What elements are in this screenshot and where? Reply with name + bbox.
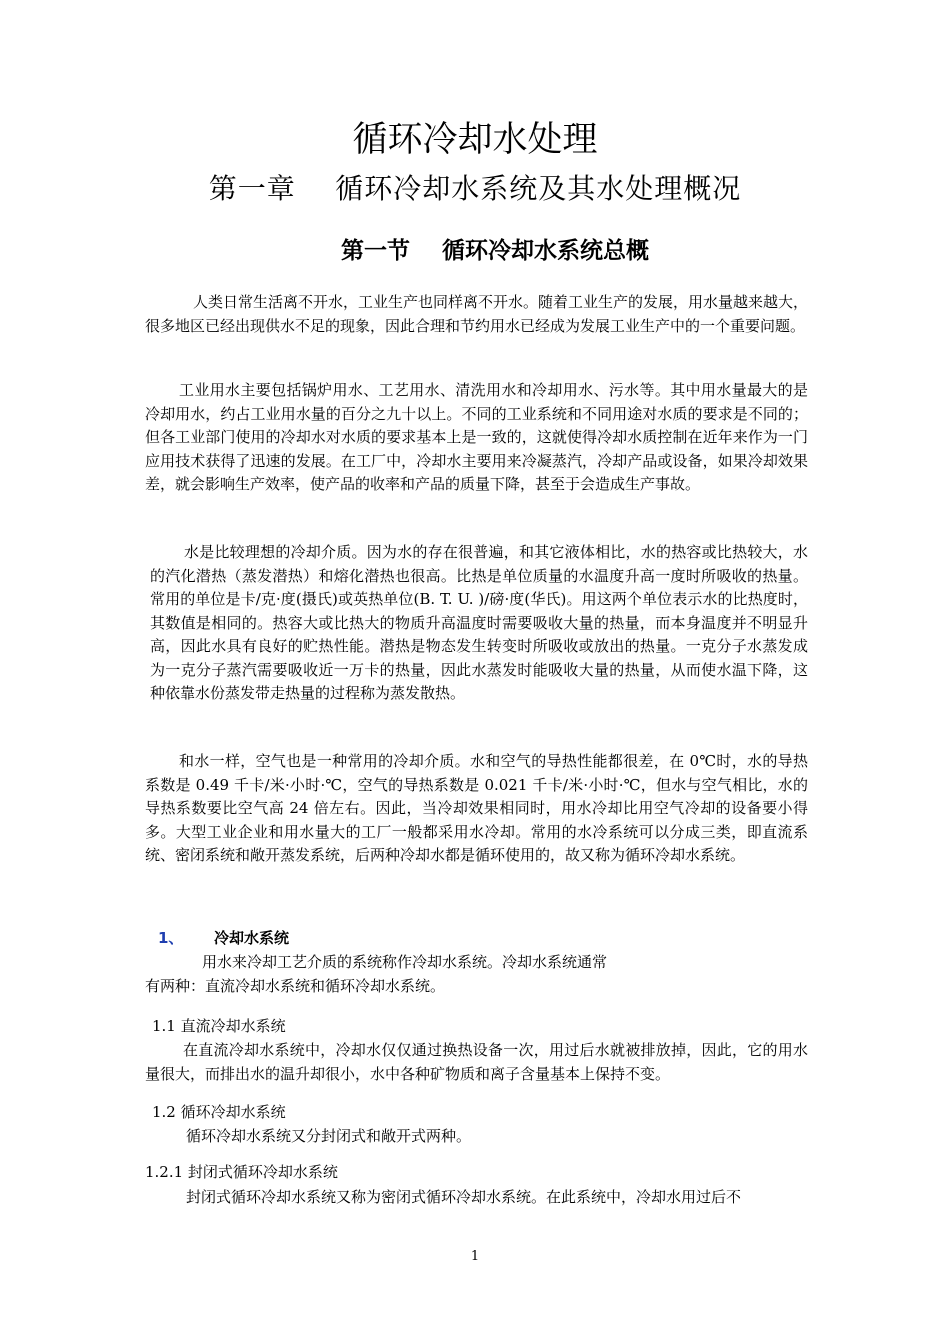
paragraph-2: 工业用水主要包括锅炉用水、工艺用水、清洗用水和冷却用水、污水等。其中用水量最大的是冷却用水，约占工业用水量的百分之九十以上。不同的工业系统和不同用途对水质的要求是不同的；但各工业部门使用的冷却水对水质的要求基本上是一致的，这就使得冷却水质控制在近年来作为一门应用技术获得了迅速的发展。在工厂中，冷却水主要用来冷凝蒸汽，冷却产品或设备，如果冷却效果差，就会影响生产效率，使产品的收率和产品的质量下降，甚至于会造成生产事故。 [145, 381, 808, 493]
heading-para-line-1: 用水来冷却工艺介质的系统称作冷却水系统。冷却水系统通常 [202, 953, 608, 971]
heading-para-line-2: 有两种：直流冷却水系统和循环冷却水系统。 [145, 977, 446, 995]
paragraph-1: 人类日常生活离不开水，工业生产也同样离不开水。随着工业生产的发展，用水量越来越大，很多地区已经出现供水不足的现象，因此合理和节约用水已经成为发展工业生产中的一个重要问题。 [145, 293, 809, 335]
heading-number: 1、 [158, 929, 184, 947]
heading-text: 冷却水系统 [214, 929, 290, 947]
subheading-1-1: 1.1 直流冷却水系统 [152, 1017, 286, 1035]
paragraph-1-2: 循环冷却水系统又分封闭式和敞开式两种。 [186, 1127, 472, 1145]
paragraph-1-1: 在直流冷却水系统中，冷却水仅仅通过换热设备一次，用过后水就被排放掉，因此，它的用水量很大，而排出水的温升却很小，水中各种矿物质和离子含量基本上保持不变。 [145, 1041, 808, 1083]
subheading-1-2-1: 1.2.1 封闭式循环冷却水系统 [145, 1163, 338, 1181]
paragraph-4: 和水一样，空气也是一种常用的冷却介质。水和空气的导热性能都很差，在 0℃时，水的导热系数是 0.49 千卡/米·小时·℃，空气的导热系数是 0.021 千卡/米·小时·℃，但水与空气相比，水的导热系数要比空气高 24 倍左右。因此，当冷却效果相同时，用水冷却比用空气冷却的设备要小得多。大型工业企业和用水量大的工厂一般都采用水冷却。常用的水冷系统可以分成三类，即直流系统、密闭系统和敞开蒸发系统，后两种冷却水都是循环使用的，故又称为循环冷却水系统。 [145, 752, 808, 864]
chapter-heading: 第一章 循环冷却水系统及其水处理概况 [208, 172, 742, 205]
subheading-1-2: 1.2 循环冷却水系统 [152, 1103, 286, 1121]
heading-cooling-water-system [158, 927, 289, 949]
paragraph-1-2-1: 封闭式循环冷却水系统又称为密闭式循环冷却水系统。在此系统中，冷却水用过后不 [186, 1188, 742, 1206]
section-heading: 第一节 循环冷却水系统总概 [340, 238, 650, 264]
page-number: 1 [470, 1249, 480, 1264]
paragraph-3: 水是比较理想的冷却介质。因为水的存在很普遍，和其它液体相比，水的热容或比热较大，水的汽化潜热（蒸发潜热）和熔化潜热也很高。比热是单位质量的水温度升高一度时所吸收的热量。常用的单位是卡/克·度(摄氏)或英热单位(B. T. U. )/磅·度(华氏)。用这两个单位表示水的比热度时，其数值是相同的。热容大或比热大的物质升高温度时需要吸收大量的热量，而本身温度并不明显升高，因此水具有良好的贮热性能。潜热是物态发生转变时所吸收或放出的热量。一克分子水蒸发成为一克分子蒸汽需要吸收近一万卡的热量，因此水蒸发时能吸收大量的热量，从而使水温下降，这种依靠水份蒸发带走热量的过程称为蒸发散热。 [150, 543, 808, 702]
document-title: 循环冷却水处理 [352, 120, 598, 160]
